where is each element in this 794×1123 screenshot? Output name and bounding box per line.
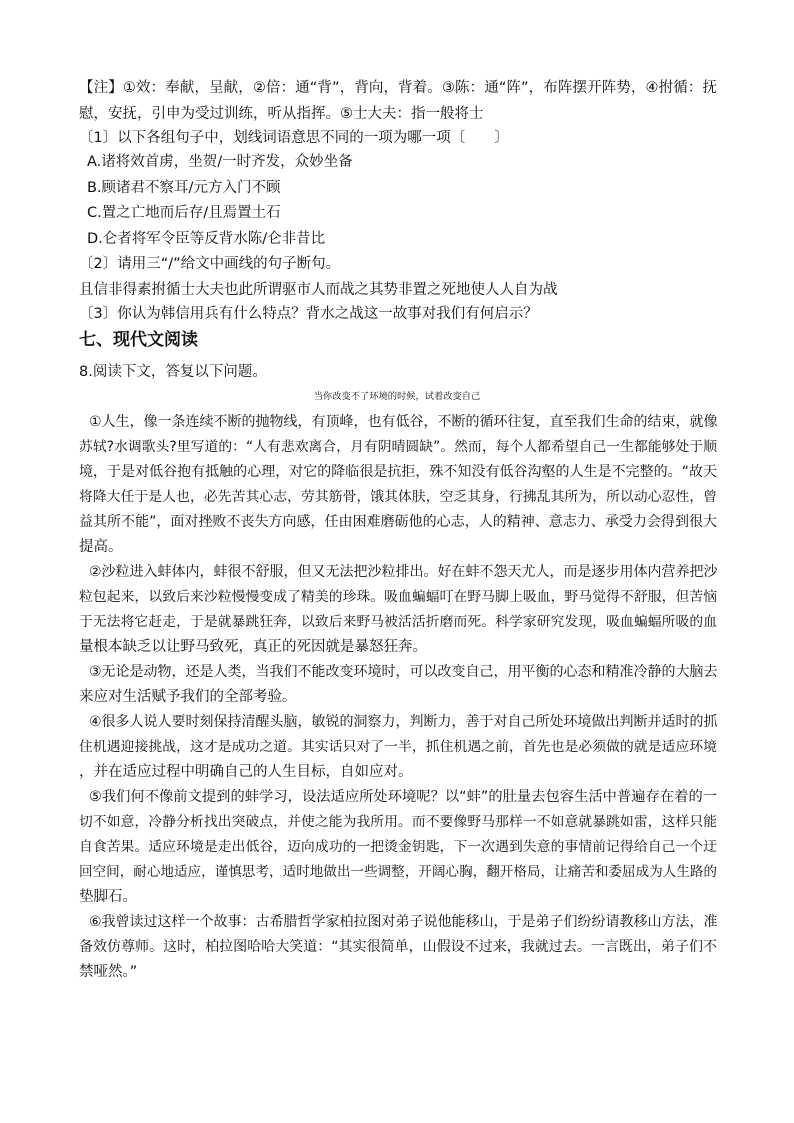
question-1-option-d: D.仑者将军令臣等反背水陈/仑非昔比: [87, 231, 326, 247]
paragraph-2-line: 于无法将它赶走，于是就暴跳狂奔，以致后来野马被活活折磨而死。科学家研究发现，吸血蝙蝠所吸的血: [79, 614, 717, 630]
note-line-2: 慰，安抚，引申为受过训练，听从指挥。⑤士大夫：指一般将士: [79, 106, 484, 122]
paragraph-5-line: 回空间，耐心地适应，谨慎思考，适时地做出一些调整，开阔心胸，翻开格局，让痛苦和委屈成为人生路的: [79, 864, 717, 880]
paragraph-1-line: 益其所不能”，面对挫败不丧失方向感，任由困难磨砺他的心志，人的精神、意志力、承受力会得到很大: [79, 514, 717, 530]
question-8-intro: 8.阅读下文，答复以下问题。: [79, 364, 267, 380]
question-3-stem: 〔3〕你认为韩信用兵有什么特点？背水之战这一故事对我们有何启示？: [79, 306, 538, 322]
question-1-stem: 〔1〕以下各组句子中，划线词语意思不同的一项为哪一项〔 〕: [79, 130, 509, 146]
paragraph-4-line: ，并在适应过程中明确自己的人生目标，自如应对。: [79, 764, 413, 780]
paragraph-5-line: 切不如意，冷静分析找出突破点，并使之能为我所用。而不要像野马那样一不如意就暴跳如雷，这样只能: [79, 814, 717, 830]
question-2-stem: 〔2〕请用三“/”给文中画线的句子断句。: [79, 256, 341, 272]
note-line-1: 【注】①效：奉献，呈献，②倍：通“背”，背向，背着。③陈：通“阵”，布阵摆开阵势，④拊循：抚: [79, 80, 717, 96]
paragraph-1-line: 提高。: [79, 539, 123, 555]
paragraph-1-line: 苏轼?水调歌头?里写道的：“人有悲欢离合，月有阴晴圆缺”。然而，每个人都希望自己一生都能够处于顺: [79, 439, 717, 455]
paragraph-2-line: 量根本缺乏以让野马致死，真正的死因就是暴怒狂奔。: [79, 639, 427, 655]
section-heading: 七、现代文阅读: [79, 330, 198, 350]
paragraph-6-line: ⑥我曾读过这样一个故事：古希腊哲学家柏拉图对弟子说他能移山，于是弟子们纷纷请教移山方法，准: [89, 914, 718, 930]
paragraph-5-line: 垫脚石。: [79, 889, 137, 905]
paragraph-1-line: ①人生，像一条连续不断的抛物线，有顶峰，也有低谷，不断的循环往复，直至我们生命的结束，就像: [89, 414, 718, 430]
paragraph-2-line: 粒包起来，以致后来沙粒慢慢变成了精美的珍珠。吸血蝙蝠叮在野马脚上吸血，野马觉得不舒服，但苦恼: [79, 589, 717, 605]
article-title: 当你改变不了环境的时候，试着改变自己: [313, 391, 481, 402]
question-1-option-c: C.置之亡地而后存/且焉置土石: [87, 205, 281, 221]
paragraph-4-line: ④很多人说人要时刻保持清醒头脑，敏锐的洞察力，判断力，善于对自己所处环境做出判断并适时的抓: [89, 714, 718, 730]
paragraph-3-line: ③无论是动物，还是人类，当我们不能改变环境时，可以改变自己，用平衡的心态和精准冷静的大脑去: [89, 664, 718, 680]
paragraph-6-line: 禁哑然。”: [79, 964, 138, 980]
question-2-sentence: 且信非得素拊循士大夫也此所谓驱市人而战之其势非置之死地使人人自为战: [79, 282, 558, 298]
paragraph-1-line: 境，于是对低谷抱有抵触的心理，对它的降临很是抗拒，殊不知没有低谷沟壑的人生是不完整的。“故天: [79, 464, 717, 480]
paragraph-2-line: ②沙粒进入蚌体内，蚌很不舒服，但又无法把沙粒排出。好在蚌不怨天尤人，而是逐步用体内营养把沙: [89, 564, 718, 580]
paragraph-3-line: 来应对生活赋予我们的全部考验。: [79, 689, 297, 705]
question-1-option-a: A.诸将效首虏，坐贺/一时齐发，众妙坐备: [87, 154, 353, 170]
paragraph-5-line: 自食苦果。适应环境是走出低谷，迈向成功的一把烫金钥匙，下一次遇到失意的事情前记得给自己一个迂: [79, 839, 717, 855]
paragraph-4-line: 住机遇迎接挑战，这才是成功之道。其实话只对了一半，抓住机遇之前，首先也是必须做的就是适应环境: [79, 739, 717, 755]
paragraph-1-line: 将降大任于是人也，必先苦其心志，劳其筋骨，饿其体肤，空乏其身，行拂乱其所为，所以动心忍性，曾: [79, 489, 717, 505]
question-1-option-b: B.顾诸君不察耳/元方入门不顾: [87, 180, 281, 196]
paragraph-6-line: 备效仿尊师。这时，柏拉图哈哈大笑道：“其实很简单，山假设不过来，我就过去。一言既出，弟子们不: [79, 939, 717, 955]
paragraph-5-line: ⑤我们何不像前文提到的蚌学习，设法适应所处环境呢？以“蚌”的肚量去包容生活中普遍存在着的一: [89, 789, 717, 805]
